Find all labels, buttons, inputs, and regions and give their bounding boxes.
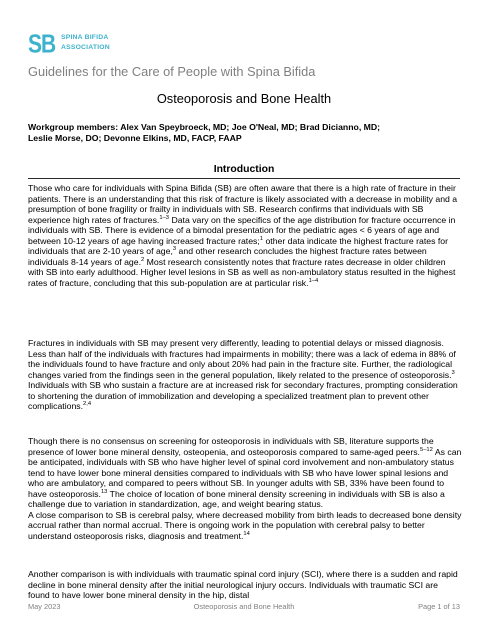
citation-superscript: 3 xyxy=(172,246,177,253)
footer-page-number: Page 1 of 13 xyxy=(418,602,460,611)
citation-superscript: 1–3 xyxy=(159,214,170,221)
citation-superscript: 1–4 xyxy=(308,277,319,284)
footer-title: Osteoporosis and Bone Health xyxy=(193,602,295,611)
workgroup-line: Leslie Morse, DO; Devonne Elkins, MD, FACP, FAAP xyxy=(28,132,242,143)
workgroup-line: Workgroup members: Alex Van Speybroeck, MD; Joe O'Neal, MD; Brad Dicianno, MD; xyxy=(28,122,381,132)
paragraph-text: Another comparison is with individuals with traumatic spinal cord injury (SCI), where there is a sudden and rapid decline in bone mineral density after the initial neurological injury occurs. Individuals with traumatic SCI are found to have lower bone mineral density in the hip, distal xyxy=(28,569,458,600)
guideline-series-title: Guidelines for the Care of People with Spina Bifida xyxy=(28,64,316,79)
paragraph-text: Most research consistently notes that fracture rates decrease in older children with SB into early adulthood. Higher level lesions in SB as well as non-ambulatory status resulted in the highest rates of fracture, concluding that this sub-population are at particular risk. xyxy=(28,256,456,288)
paragraph-text: Individuals with SB who sustain a fracture are at increased risk for secondary fractures, prompting consideration to shortening the duration of immobilization and developing a specialized treatment plan to prevent other complications. xyxy=(28,380,458,411)
body-paragraph xyxy=(28,183,462,288)
body-paragraph-segment xyxy=(28,436,462,510)
logo-mark xyxy=(28,29,59,54)
paragraph-text: As can be anticipated, individuals with SB who have higher level of spinal cord involvement and non-ambulatory status tend to have lower bone mineral densities compared to individuals with SB who have lower spinal lesions and who are ambulatory, and compared to peers without SB. In younger adults with SB, 33% have been found to have osteoporosis. xyxy=(28,446,462,499)
paragraph-text: Fractures in individuals with SB may present very differently, leading to potential delays or missed diagnosis. Less than half of the individuals with fractures had impairments in mobility; there was a lack of edema in 88% of the individuals found to have fracture and only about 20% had pain in the fracture site. Further, the radiological changes varied from the findings seen in the general population, likely related to the presence of osteoporosis. xyxy=(28,338,456,380)
paragraph-text: Those who care for individuals with Spina Bifida (SB) are often aware that there is a high rate of fracture in their patients. There is an understanding that this risk of fracture is likely associated with a decrease in mobility and a presumption of bone fragility or frailty in individuals with SB. Research confirms that individuals with SB experience high rates of fractures. xyxy=(28,183,458,225)
heading-rule xyxy=(28,178,460,179)
paragraph-text: and other research concludes the highest fracture rates between individuals 8-14 years of age. xyxy=(28,246,427,267)
citation-superscript: 2,4 xyxy=(83,401,92,408)
body-paragraph-segment xyxy=(28,510,462,542)
paragraph-text: A close comparison to SB is cerebral palsy, where decreased mobility from birth leads to decreased bone density accrual rather than normal accrual. There is ongoing work in the population with cerebral palsy to better understand osteoporosis risks, diagnosis and treatment. xyxy=(28,509,462,541)
logo-wordmark-line: ASSOCIATION xyxy=(61,43,110,51)
paragraph-text: other data indicate the highest fracture rates for individuals that are 2-10 years of age, xyxy=(28,235,449,256)
workgroup-members xyxy=(28,122,462,144)
footer-date: May 2023 xyxy=(28,602,61,611)
body-paragraph xyxy=(28,569,462,601)
body-paragraph xyxy=(28,338,462,412)
paragraph-text: Though there is no consensus on screening for osteoporosis in individuals with SB, literature supports the presence of lower bone mineral density, osteopenia, and osteoporosis compared to same-aged peers. xyxy=(28,436,434,457)
page-footer xyxy=(28,602,460,612)
paragraph-text: Data vary on the specifics of the age distribution for fracture occurrence in individuals with SB. There is evidence of a bimodal presentation for the pediatric ages < 6 years of age and between 10-12 years of age having increased fracture rates; xyxy=(28,214,456,246)
logo-mark-letters: SB xyxy=(28,29,56,54)
document-title: Osteoporosis and Bone Health xyxy=(156,91,332,106)
section-heading: Introduction xyxy=(213,164,275,175)
citation-superscript: 14 xyxy=(243,530,250,537)
logo-wordmark xyxy=(61,33,110,52)
citation-superscript: 1 xyxy=(259,235,264,242)
body-paragraph xyxy=(28,436,462,541)
organization-logo xyxy=(28,29,120,55)
citation-superscript: 13 xyxy=(100,488,108,495)
logo-wordmark-line: SPINA BIFIDA xyxy=(61,34,109,41)
citation-superscript: 2 xyxy=(141,256,145,263)
citation-superscript: 5–12 xyxy=(419,446,433,453)
paragraph-text: The choice of location of bone mineral density screening in individuals with SB is also a challenge due to variation in standardization, age, and weight bearing status. xyxy=(28,488,445,509)
citation-superscript: 3 xyxy=(451,369,455,376)
